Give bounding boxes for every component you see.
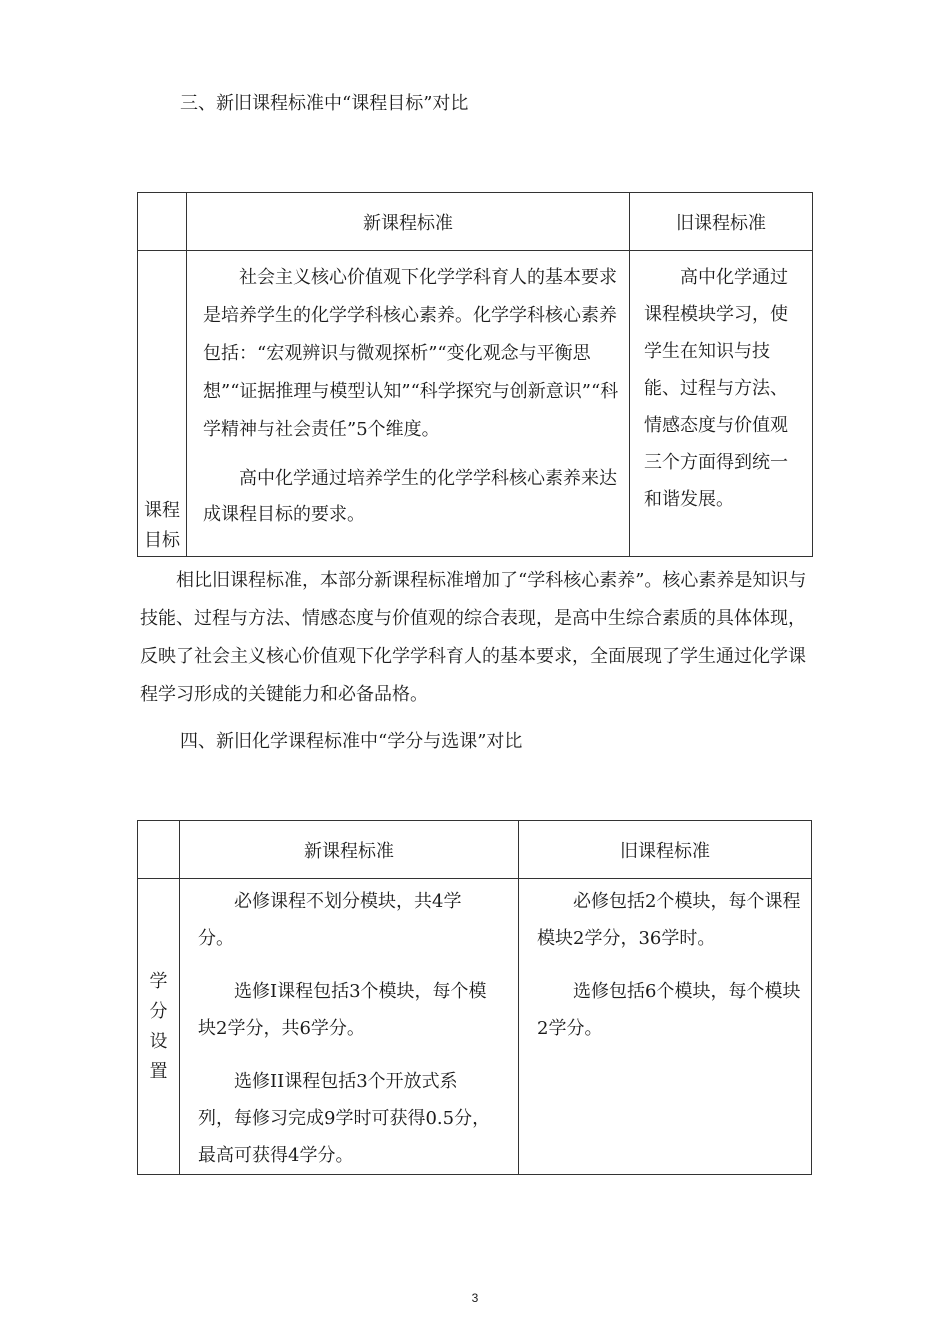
section4-heading: 四、新旧化学课程标准中“学分与选课”对比 (180, 731, 523, 752)
header-old-standard: 旧课程标准 (630, 193, 813, 251)
old-standard-paragraph: 选修包括6个模块，每个模块2学分。 (537, 981, 801, 1039)
summary-paragraph: 相比旧课程标准，本部分新课程标准增加了“学科核心素养”。核心素养是知识与技能、过程与方法、情感态度与价值观的综合表现，是高中生综合素质的具体体现，反映了社会主义核心价值观下化学学科育人的基本要求，全面展现了学生通过化学课程学习形成的关键能力和必备品格。 (140, 570, 807, 705)
old-standard-cell (630, 251, 813, 557)
new-standard-cell (187, 251, 630, 557)
old-standard-paragraph: 高中化学通过课程模块学习，使学生在知识与技能、过程与方法、情感态度与价值观三个方面得到统一和谐发展。 (644, 267, 788, 510)
page-number: 3 (471, 1291, 479, 1305)
new-standard-paragraph: 社会主义核心价值观下化学学科育人的基本要求是培养学生的化学学科核心素养。化学学科核心素养包括：“宏观辨识与微观探析”“变化观念与平衡思想”“证据推理与模型认知”“科学探究与创新意识”“科学精神与社会责任”5个维度。 (203, 267, 619, 440)
header-old-standard: 旧课程标准 (519, 821, 812, 879)
new-standard-cell (180, 879, 519, 1175)
corner-cell (138, 193, 187, 251)
old-standard-cell (519, 879, 812, 1175)
old-standard-paragraph: 必修包括2个模块，每个课程模块2学分，36学时。 (537, 891, 801, 949)
row-label-course-goals: 课程目标 (144, 500, 180, 551)
new-standard-paragraph: 高中化学通过培养学生的化学学科核心素养来达成课程目标的要求。 (203, 468, 617, 525)
row-label-credits: 学分设置 (149, 970, 168, 1082)
new-standard-paragraph: 选修II课程包括3个开放式系列，每修习完成9学时可获得0.5分，最高可获得4学分。 (198, 1071, 491, 1166)
row-label-cell (138, 251, 187, 557)
corner-cell (138, 821, 180, 879)
new-standard-paragraph: 选修I课程包括3个模块，每个模块2学分，共6学分。 (198, 981, 487, 1039)
course-goals-table (137, 192, 813, 557)
header-new-standard: 新课程标准 (180, 821, 519, 879)
header-new-standard: 新课程标准 (187, 193, 630, 251)
credits-table (137, 820, 812, 1175)
section3-heading: 三、新旧课程标准中“课程目标”对比 (180, 93, 469, 114)
row-label-cell (138, 879, 180, 1175)
new-standard-paragraph: 必修课程不划分模块，共4学分。 (198, 891, 462, 949)
